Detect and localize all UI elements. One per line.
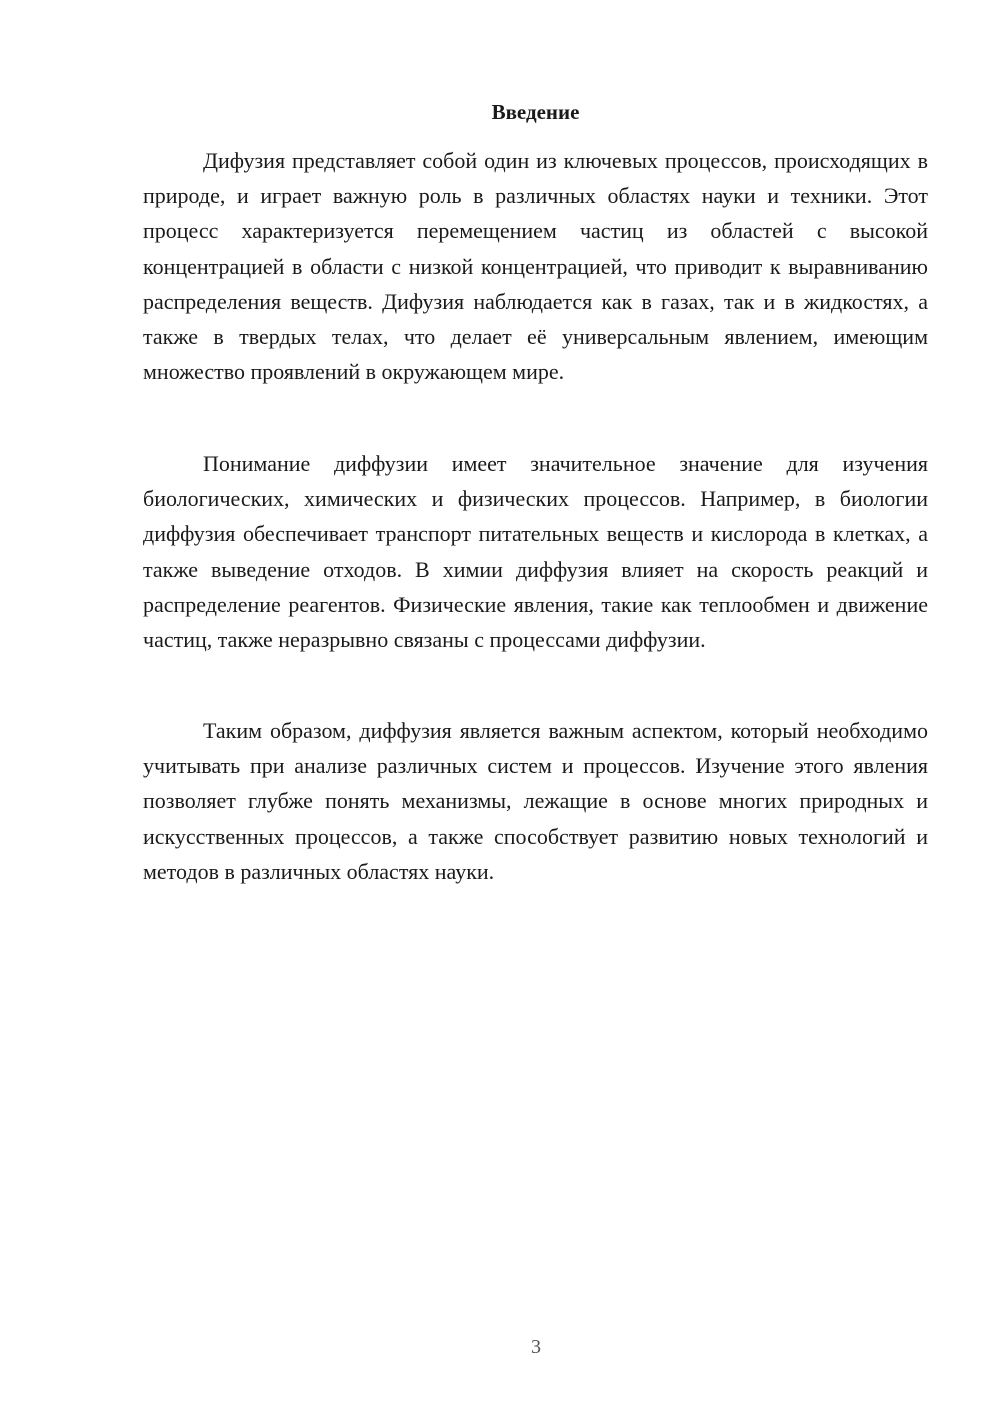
paragraph-2: Понимание диффузии имеет значительное значение для изучения биологических, химических и физических процессов. Например, в биологии диффузия обеспечивает транспорт питательных веществ и кислорода в клетках, а также выведение отходов. В химии диффузия влияет на скорость реакций и распределение реагентов. Физические явления, такие как теплообмен и движение частиц, также неразрывно связаны с процессами диффузии. bbox=[143, 451, 928, 653]
section-heading: Введение bbox=[491, 100, 580, 124]
paragraph-3: Таким образом, диффузия является важным аспектом, который необходимо учитывать при анализе различных систем и процессов. Изучение этого явления позволяет глубже понять механизмы, лежащие в основе многих природных и искусственных процессов, а также способствует развитию новых технологий и методов в различных областях науки. bbox=[143, 718, 928, 884]
page-number: 3 bbox=[531, 1336, 541, 1358]
paragraph-1: Дифузия представляет собой один из ключевых процессов, происходящих в природе, и играет важную роль в различных областях науки и техники. Этот процесс характеризуется перемещением частиц из областей с высокой концентрацией в области с низкой концентрацией, что приводит к выравниванию распределения веществ. Дифузия наблюдается как в газах, так и в жидкостях, а также в твердых телах, что делает её универсальным явлением, имеющим множество проявлений в окружающем мире. bbox=[143, 148, 928, 385]
